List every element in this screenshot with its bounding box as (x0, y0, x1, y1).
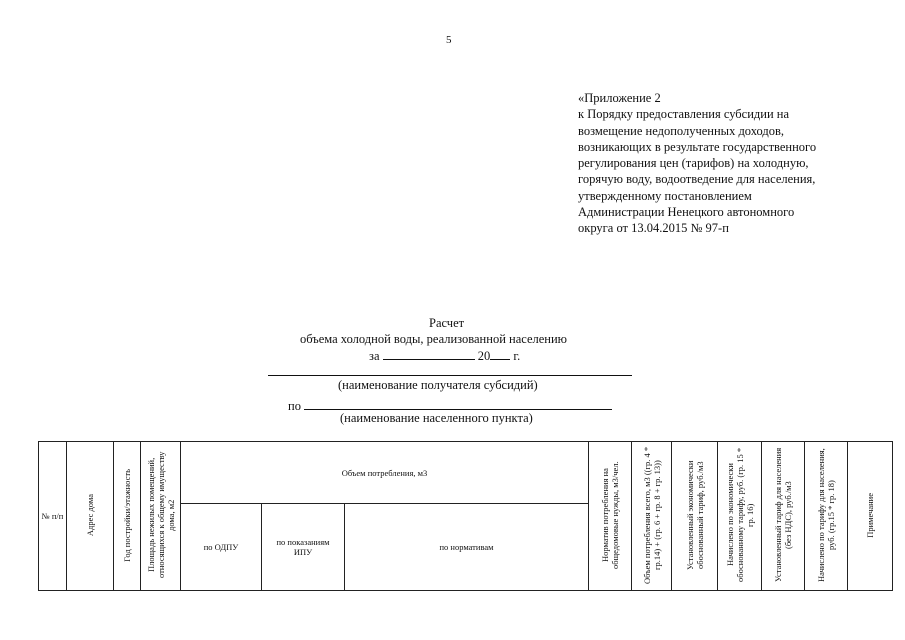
period-blank (383, 347, 475, 360)
header-accrued-econ (718, 442, 762, 591)
period-line (369, 347, 520, 364)
header-number-text: № п/п (41, 511, 64, 521)
header-econ-tariff (672, 442, 718, 591)
appendix-header (578, 90, 888, 237)
appendix-line: Администрации Ненецкого автономного (578, 205, 795, 220)
header-ipu (262, 504, 345, 591)
header-ipu-text: по показаниям ИПУ (276, 537, 330, 557)
appendix-line: утвержденному постановлением (578, 188, 752, 203)
appendix-line: к Порядку предоставления субсидии на (578, 107, 790, 122)
period-prefix: за (369, 349, 380, 363)
recipient-blank-line (268, 375, 632, 376)
header-number (39, 442, 67, 591)
appendix-line: возмещение недополученных доходов, (578, 123, 785, 138)
header-address (67, 442, 114, 591)
period-suffix: г. (513, 349, 521, 363)
header-norm-text: по нормативам (439, 542, 494, 552)
header-pop-tariff-text: Установленный тариф для населения (без НДС), руб./м3 (773, 447, 793, 583)
locality-caption: (наименование населенного пункта) (340, 411, 533, 425)
header-volume-group-text: Объем потребления, м3 (341, 467, 428, 478)
document-title: Расчет (429, 316, 465, 330)
header-area (141, 442, 181, 591)
appendix-line: горячую воду, водоотведение для населения, (578, 172, 816, 187)
header-norm-general (589, 442, 632, 591)
page-number: 5 (446, 34, 452, 46)
recipient-caption: (наименование получателя субсидий) (338, 378, 538, 392)
header-volume-total-text: Объем потребления всего, м3 ((гр. 4 * гр.14) + (гр. 6 + гр. 8 + гр. 13)) (641, 446, 662, 584)
header-note (848, 442, 893, 591)
appendix-line: возникающих в результате государственного (578, 139, 817, 154)
locality-blank (304, 397, 612, 410)
year-blank (490, 347, 510, 360)
header-norm-general-text: Норматив потребления на общедомовые нужды, м3/чел. (600, 461, 620, 569)
locality-prefix: по (288, 399, 301, 413)
period-year: 20 (477, 349, 491, 363)
header-address-text: Адрес дома (85, 493, 95, 537)
document-subtitle: объема холодной воды, реализованной населению (300, 332, 567, 346)
header-norm (345, 504, 589, 591)
header-accrued-econ-text: Начислено по экономически обоснованному тарифу, руб. (гр. 15 * гр. 16) (724, 447, 755, 583)
header-accrued-pop (805, 442, 848, 591)
header-year-text: Год постройки/этажность (122, 468, 132, 562)
header-note-text: Примечание (865, 492, 875, 538)
header-odpu (181, 504, 262, 591)
calculation-table (38, 441, 893, 591)
appendix-line: регулирования цен (тарифов) на холодную, (578, 156, 809, 171)
header-area-text: Площадь нежилых помещений, относящихся к общему имуществу дома, м2 (145, 451, 176, 579)
appendix-line: «Приложение 2 (578, 91, 661, 105)
header-volume-group (181, 442, 589, 504)
header-econ-tariff-text: Установленный экономически обоснованный тариф, руб./м3 (684, 460, 705, 570)
header-accrued-pop-text: Начислено по тарифу для населения, руб. (гр.15 * гр. 18) (816, 448, 836, 582)
header-volume-total (632, 442, 672, 591)
header-pop-tariff (762, 442, 805, 591)
header-year (114, 442, 141, 591)
appendix-line: округа от 13.04.2015 № 97-п (578, 221, 729, 236)
header-odpu-text: по ОДПУ (203, 542, 239, 552)
